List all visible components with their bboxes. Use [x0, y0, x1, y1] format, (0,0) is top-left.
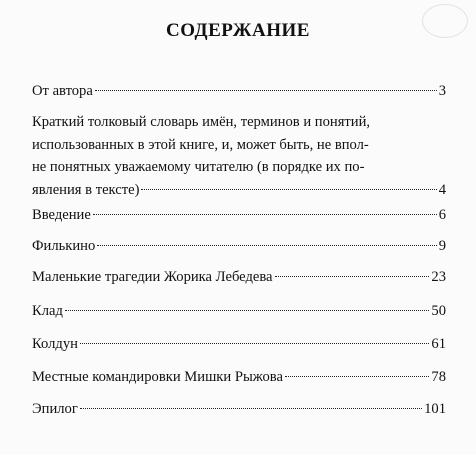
- page-title: СОДЕРЖАНИЕ: [166, 20, 310, 41]
- toc-entry-title: Местные командировки Мишки Рыжова: [32, 369, 283, 385]
- dot-leader: [141, 189, 436, 190]
- toc-entry-9: [32, 398, 446, 421]
- toc-page-number: 78: [431, 369, 446, 385]
- toc-entry-2: [32, 111, 446, 201]
- toc-entry-title-line: не понятных уважаемому читателю (в порядке их по-: [32, 159, 365, 175]
- toc-page-number: 61: [431, 336, 446, 352]
- toc-page-number: 3: [438, 83, 446, 99]
- toc-entry-1: [32, 80, 446, 103]
- toc-entry-title-line: использованных в этой книге, и, может быть, не впол-: [32, 136, 369, 153]
- toc-page-number: 4: [438, 181, 446, 198]
- dot-leader: [95, 90, 437, 91]
- toc-entry-title: Клад: [32, 303, 63, 319]
- toc-entry-title: Эпилог: [32, 401, 78, 417]
- dot-leader: [275, 276, 430, 277]
- toc-entry-title: Филькино: [32, 238, 96, 254]
- toc-entry-4: [32, 235, 446, 258]
- toc-page-number: 101: [424, 401, 446, 417]
- dot-leader: [80, 343, 429, 344]
- toc-entry-title: Колдун: [32, 336, 78, 352]
- toc-page-number: 23: [431, 269, 446, 285]
- toc-entry-7: [32, 333, 446, 356]
- dot-leader: [65, 310, 429, 311]
- dot-leader: [97, 245, 436, 246]
- dot-leader: [285, 376, 429, 377]
- toc-entry-title: От автора: [32, 83, 93, 99]
- dot-leader: [80, 408, 422, 409]
- toc-entry-title: Маленькие трагедии Жорика Лебедева: [32, 269, 273, 285]
- toc-entry-6: [32, 300, 446, 323]
- toc-entry-5: [32, 266, 446, 289]
- toc-entry-8: [32, 366, 446, 389]
- toc-entry-title-line: Краткий толковый словарь имён, терминов и понятий,: [32, 114, 371, 130]
- dot-leader: [93, 214, 437, 215]
- toc-entry-3: [32, 204, 446, 227]
- toc-page-number: 9: [438, 238, 446, 254]
- toc-entry-title: Введение: [32, 207, 91, 223]
- toc-page-number: 6: [438, 207, 446, 223]
- toc-entry-title-line: явления в тексте): [32, 181, 140, 198]
- toc-page-number: 50: [431, 303, 446, 319]
